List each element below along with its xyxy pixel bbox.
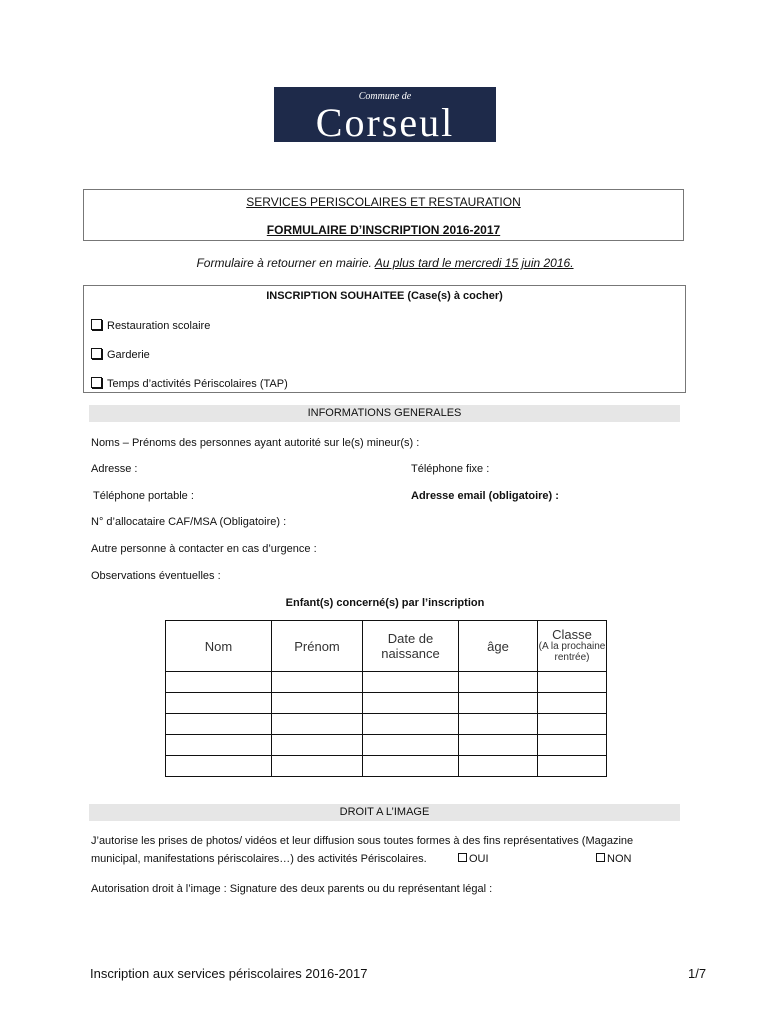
children-heading: Enfant(s) concerné(s) par l’inscription <box>285 597 485 609</box>
table-row <box>166 735 607 756</box>
return-note-text: Formulaire à retourner en mairie. <box>196 256 375 270</box>
cell-nom[interactable] <box>166 756 272 777</box>
table-header-row <box>166 621 607 672</box>
option-non-label: NON <box>607 853 632 865</box>
children-table <box>165 620 607 777</box>
cell-naissance[interactable] <box>363 735 459 756</box>
image-rights-text-2: municipal, manifestations périscolaires…) des activités Périscolaires. <box>91 853 427 865</box>
cell-classe[interactable] <box>538 735 607 756</box>
checkbox-garderie[interactable] <box>91 348 150 361</box>
checkbox-oui-icon[interactable] <box>458 853 467 862</box>
col-classe-title: Classe <box>552 627 592 642</box>
signature-label: Autorisation droit à l’image : Signature des deux parents ou du représentant légal : <box>91 883 493 895</box>
cell-classe[interactable] <box>538 693 607 714</box>
page-number: 1/7 <box>688 966 707 981</box>
col-nom: Nom <box>166 621 272 672</box>
col-naissance-line2: naissance <box>381 646 440 661</box>
col-naissance <box>363 621 459 672</box>
cell-nom[interactable] <box>166 693 272 714</box>
return-note <box>0 256 770 270</box>
cell-prenom[interactable] <box>272 693 363 714</box>
field-emergency-label: Autre personne à contacter en cas d’urgence : <box>91 543 317 555</box>
cell-classe[interactable] <box>538 672 607 693</box>
cell-classe[interactable] <box>538 756 607 777</box>
inscription-box <box>83 285 686 393</box>
option-label: Restauration scolaire <box>107 320 211 332</box>
cell-nom[interactable] <box>166 672 272 693</box>
option-oui[interactable] <box>458 853 489 865</box>
form-title: SERVICES PERISCOLAIRES ET RESTAURATION <box>246 195 521 209</box>
image-rights-text-1: J’autorise les prises de photos/ vidéos et leur diffusion sous toutes formes à des fins représentatives (Magazine <box>91 835 634 847</box>
option-oui-label: OUI <box>469 853 489 865</box>
return-deadline: Au plus tard le mercredi 15 juin 2016. <box>374 256 574 270</box>
cell-prenom[interactable] <box>272 714 363 735</box>
field-observations-label: Observations éventuelles : <box>91 570 221 582</box>
cell-naissance[interactable] <box>363 693 459 714</box>
commune-logo <box>274 87 496 145</box>
cell-prenom[interactable] <box>272 672 363 693</box>
field-caf-label: N° d’allocataire CAF/MSA (Obligatoire) : <box>91 516 287 528</box>
col-age: âge <box>459 621 538 672</box>
form-subtitle: FORMULAIRE D’INSCRIPTION 2016-2017 <box>266 223 501 237</box>
field-names-label: Noms – Prénoms des personnes ayant autorité sur le(s) mineur(s) : <box>91 437 420 449</box>
checkbox-non-icon[interactable] <box>596 853 605 862</box>
cell-age[interactable] <box>459 714 538 735</box>
section-bar-image-rights: DROIT A L’IMAGE <box>89 804 680 821</box>
cell-age[interactable] <box>459 693 538 714</box>
cell-classe[interactable] <box>538 714 607 735</box>
table-row <box>166 714 607 735</box>
cell-nom[interactable] <box>166 735 272 756</box>
checkbox-restauration[interactable] <box>91 319 210 332</box>
cell-nom[interactable] <box>166 714 272 735</box>
table-row <box>166 693 607 714</box>
option-non[interactable] <box>596 853 631 865</box>
checkbox-tap[interactable] <box>91 377 288 390</box>
table-row <box>166 756 607 777</box>
section-bar-general: INFORMATIONS GENERALES <box>89 405 680 422</box>
field-email-label: Adresse email (obligatoire) : <box>411 490 559 502</box>
field-phone-fixed-label: Téléphone fixe : <box>411 463 490 475</box>
cell-naissance[interactable] <box>363 756 459 777</box>
col-classe <box>538 621 607 672</box>
cell-age[interactable] <box>459 756 538 777</box>
footer-title: Inscription aux services périscolaires 2016-2017 <box>90 966 368 981</box>
checkbox-icon[interactable] <box>91 377 102 388</box>
inscription-heading: INSCRIPTION SOUHAITEE (Case(s) à cocher) <box>266 290 503 302</box>
table-row <box>166 672 607 693</box>
col-prenom: Prénom <box>272 621 363 672</box>
col-classe-note: (A la prochaine rentrée) <box>538 641 606 663</box>
field-phone-mobile-label: Téléphone portable : <box>93 490 194 502</box>
cell-age[interactable] <box>459 672 538 693</box>
cell-naissance[interactable] <box>363 672 459 693</box>
col-naissance-line1: Date de <box>387 631 434 646</box>
logo-subtitle: Commune de <box>358 91 412 102</box>
option-label: Garderie <box>107 349 150 361</box>
option-label: Temps d’activités Périscolaires (TAP) <box>107 378 288 390</box>
field-address-label: Adresse : <box>91 463 138 475</box>
title-box <box>83 189 684 241</box>
checkbox-icon[interactable] <box>91 348 102 359</box>
logo-name: Corseul <box>315 100 455 145</box>
cell-naissance[interactable] <box>363 714 459 735</box>
checkbox-icon[interactable] <box>91 319 102 330</box>
cell-age[interactable] <box>459 735 538 756</box>
cell-prenom[interactable] <box>272 735 363 756</box>
cell-prenom[interactable] <box>272 756 363 777</box>
